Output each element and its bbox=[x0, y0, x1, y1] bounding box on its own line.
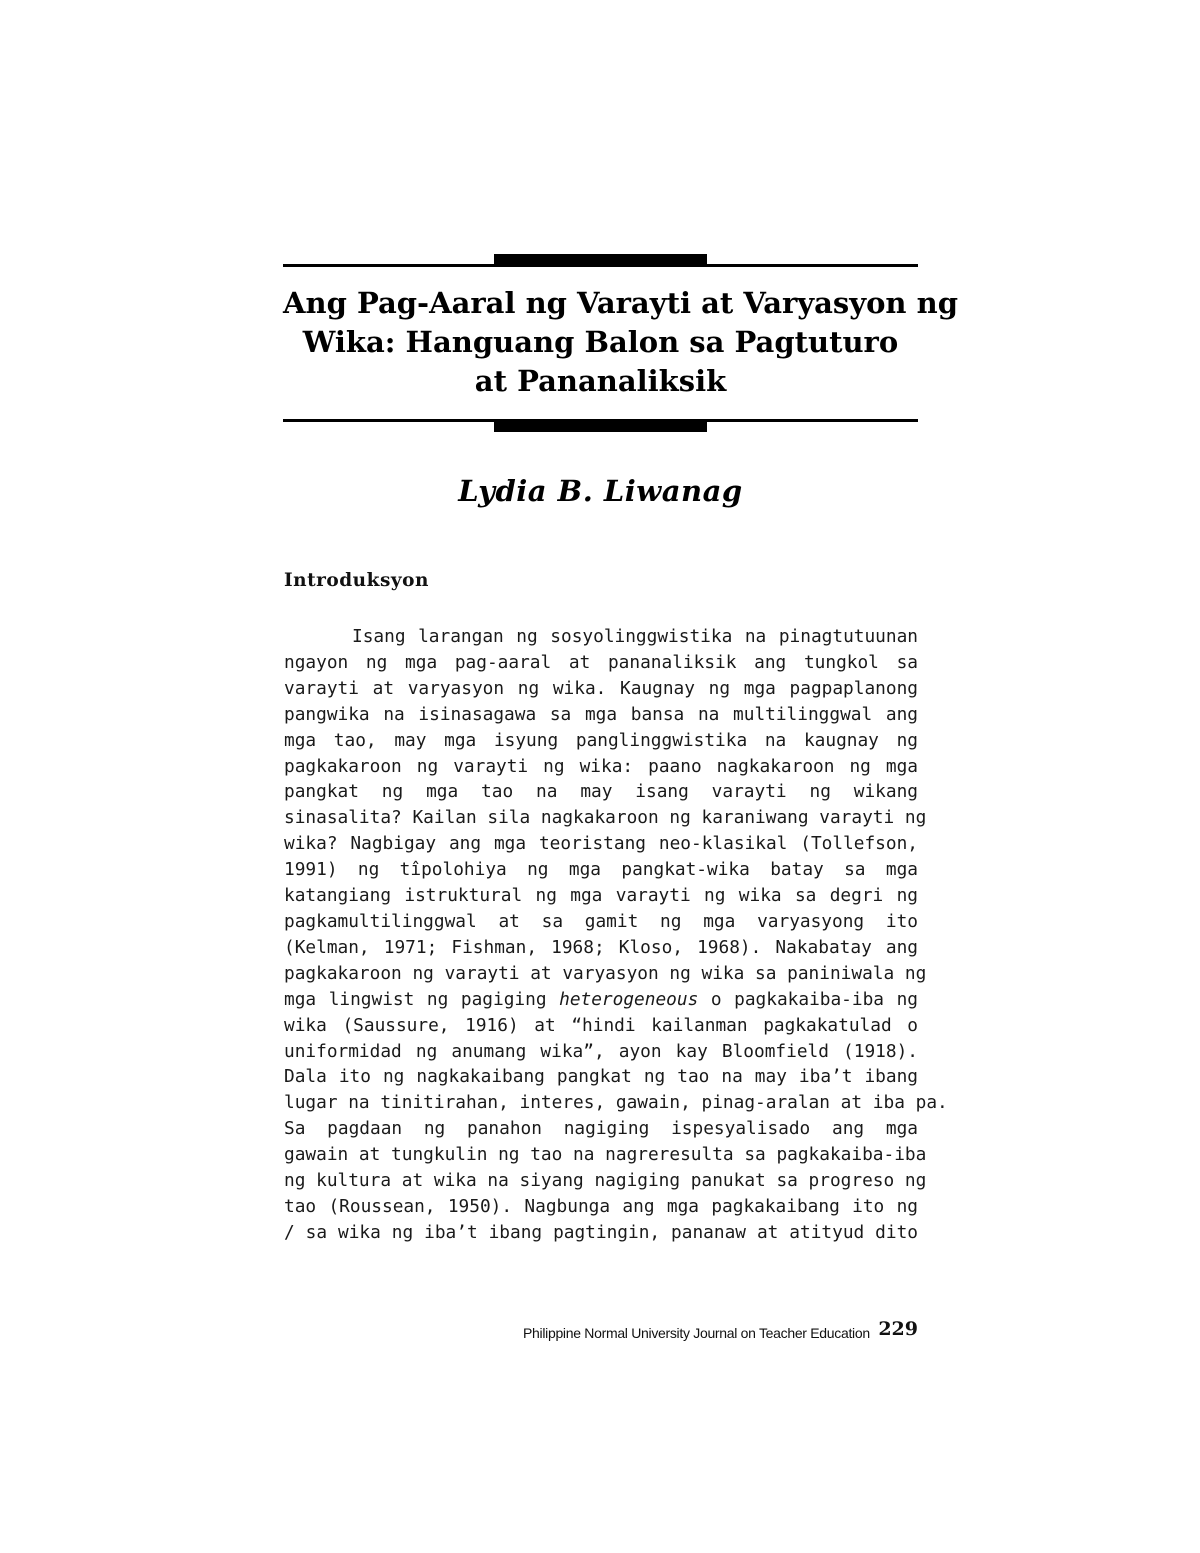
body-line: pangwika na isinasagawa sa mga bansa na multilinggwal ang bbox=[284, 703, 918, 725]
body-line: varayti at varyasyon ng wika. Kaugnay ng mga pagpaplanong bbox=[284, 677, 918, 699]
body-line: ngayon ng mga pag-aaral at pananaliksik ang tungkol sa bbox=[284, 651, 918, 673]
body-line: 1991) ng tîpolohiya ng mga pangkat-wika batay sa mga bbox=[284, 859, 918, 881]
article-title-line: Wika: Hanguang Balon sa Pagtuturo bbox=[302, 325, 899, 359]
body-line: katangiang istruktural ng mga varayti ng wika sa degri ng bbox=[284, 885, 918, 907]
body-line: (Kelman, 1971; Fishman, 1968; Kloso, 1968). Nakabatay ang bbox=[284, 936, 918, 958]
body-text-segment: o pagkakaiba-iba ng bbox=[698, 988, 918, 1010]
article-title-line: at Pananaliksik bbox=[474, 364, 727, 398]
body-line: pangkat ng mga tao na may isang varayti ng wikang bbox=[284, 781, 918, 803]
title-rule-top-tab bbox=[494, 254, 707, 266]
body-line: uniformidad ng anumang wika”, ayon kay Bloomfield (1918). bbox=[284, 1040, 918, 1062]
author-name: Lydia B. Liwanag bbox=[458, 474, 743, 508]
body-text-segment: mga lingwist ng pagiging bbox=[284, 988, 560, 1010]
page-number: 229 bbox=[878, 1318, 918, 1340]
body-paragraph bbox=[284, 624, 948, 1246]
italic-term: heterogeneous bbox=[559, 988, 699, 1010]
title-block bbox=[283, 252, 958, 432]
body-line: mga tao, may mga isyung panglinggwistika na kaugnay ng bbox=[284, 729, 918, 751]
article-title-line: Ang Pag-Aaral ng Varayti at Varyasyon ng bbox=[283, 286, 958, 320]
body-line: pagkakaroon ng varayti ng wika: paano nagkakaroon ng mga bbox=[284, 755, 918, 777]
body-line: wika (Saussure, 1916) at “hindi kailanman pagkakatulad o bbox=[284, 1014, 918, 1036]
body-line: lugar na tinitirahan, interes, gawain, pinag-aralan at iba pa. bbox=[284, 1092, 948, 1114]
section-heading: Introduksyon bbox=[284, 570, 429, 591]
title-rule-bottom-tab bbox=[494, 420, 707, 432]
body-line: Sa pagdaan ng panahon nagiging ispesyalisado ang mga bbox=[284, 1118, 918, 1140]
body-line: / sa wika ng iba’t ibang pagtingin, pananaw at atityud dito bbox=[284, 1221, 918, 1243]
body-line bbox=[284, 987, 918, 1013]
body-line: wika? Nagbigay ang mga teoristang neo-klasikal (Tollefson, bbox=[284, 833, 918, 855]
page-footer bbox=[523, 1318, 918, 1348]
body-line: pagkakaroon ng varayti at varyasyon ng wika sa paniniwala ng bbox=[284, 962, 927, 984]
body-line: pagkamultilinggwal at sa gamit ng mga varyasyong ito bbox=[284, 910, 918, 932]
body-line: ng kultura at wika na siyang nagiging panukat sa progreso ng bbox=[284, 1170, 927, 1192]
footer-journal-name: Philippine Normal University Journal on Teacher Education bbox=[523, 1325, 870, 1341]
body-line: Dala ito ng nagkakaibang pangkat ng tao na may iba’t ibang bbox=[284, 1066, 918, 1088]
body-line: sinasalita? Kailan sila nagkakaroon ng karaniwang varayti ng bbox=[284, 807, 927, 829]
body-line: Isang larangan ng sosyolinggwistika na pinagtutuunan bbox=[352, 626, 918, 647]
article-title bbox=[283, 284, 958, 401]
body-line: tao (Roussean, 1950). Nagbunga ang mga pagkakaibang ito ng bbox=[284, 1195, 918, 1217]
body-line: gawain at tungkulin ng tao na nagreresulta sa pagkakaiba-iba bbox=[284, 1144, 927, 1166]
